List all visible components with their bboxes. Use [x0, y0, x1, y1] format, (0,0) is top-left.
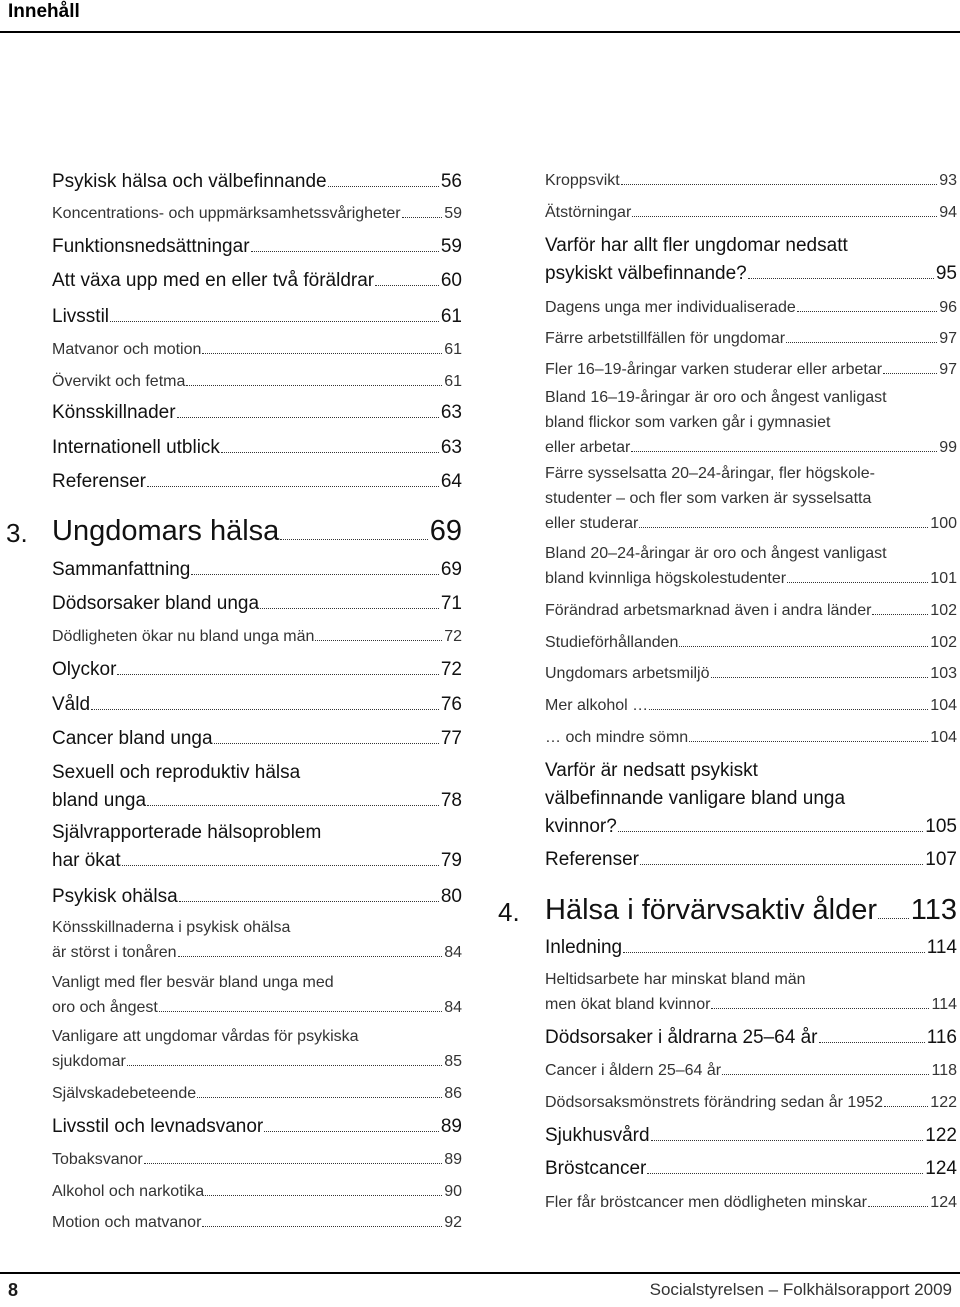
toc-entry-title: Sammanfattning: [52, 559, 191, 580]
chapter-number: 4.: [498, 897, 520, 927]
toc-entry-title: Motion och matvanor: [52, 1214, 202, 1231]
dot-leader: [797, 310, 937, 312]
toc-page-number: 79: [440, 850, 462, 871]
toc-page-number: 72: [440, 659, 462, 680]
toc-page-number: 61: [444, 341, 462, 358]
dot-leader: [191, 573, 439, 575]
dot-leader: [260, 607, 439, 609]
toc-page-number: 122: [930, 1094, 957, 1111]
toc-entry-title: Matvanor och motion: [52, 341, 202, 358]
toc-page-number: 89: [440, 1116, 462, 1137]
toc-entry-title: Alkohol och narkotika: [52, 1183, 205, 1200]
toc-entry-title-line: Självrapporterade hälsoproblem: [52, 822, 322, 843]
toc-entry[interactable]: [545, 541, 957, 591]
toc-entry[interactable]: [545, 1090, 957, 1115]
toc-entry-title: Dödsorsaksmönstrets förändring sedan år 1952: [545, 1094, 883, 1111]
dot-leader: [221, 451, 439, 453]
dot-leader: [651, 1139, 924, 1141]
toc-entry-title: Fler får bröstcancer men dödligheten minskar: [545, 1194, 867, 1211]
toc-page-number: 105: [925, 816, 957, 837]
toc-entry[interactable]: [52, 369, 462, 394]
toc-page-number: 118: [931, 1062, 957, 1079]
dot-leader: [91, 708, 439, 710]
toc-entry-title: Bröstcancer: [545, 1158, 647, 1179]
toc-entry[interactable]: [52, 267, 462, 295]
toc-page-number: 63: [440, 437, 462, 458]
toc-entry-title-line: välbefinnande vanligare bland unga: [545, 788, 846, 809]
toc-page-number: 85: [444, 1053, 462, 1070]
toc-entry-title-line: Bland 16–19-åringar är oro och ångest vanligast: [545, 389, 887, 406]
toc-entry-title: Könsskillnader: [52, 402, 176, 423]
toc-entry[interactable]: [545, 1155, 957, 1183]
toc-page-number: 116: [926, 1027, 957, 1048]
toc-entry-title: Referenser: [545, 849, 639, 870]
toc-entry[interactable]: [545, 1058, 957, 1083]
toc-entry[interactable]: [52, 337, 462, 362]
dot-leader: [144, 1162, 442, 1164]
dot-leader: [621, 183, 938, 185]
dot-leader: [179, 900, 439, 902]
page-footer: [0, 1272, 960, 1307]
dot-leader: [884, 1105, 928, 1107]
toc-page-number: 61: [440, 306, 462, 327]
toc-page-number: 99: [939, 439, 957, 456]
header-rule: [0, 31, 960, 33]
dot-leader: [640, 863, 923, 865]
toc-entry-title: Dödsorsaker i åldrarna 25–64 år: [545, 1027, 818, 1048]
toc-entry-title-line: bland flickor som varken går i gymnasiet: [545, 414, 831, 431]
toc-entry-title: Koncentrations- och uppmärksamhetssvårigheter: [52, 205, 401, 222]
toc-page-number: 77: [440, 728, 462, 749]
toc-entry-title: Inledning: [545, 937, 623, 958]
toc-page-number: 100: [930, 515, 957, 532]
toc-entry[interactable]: [545, 232, 957, 288]
toc-entry-title: Våld: [52, 694, 91, 715]
dot-leader: [872, 613, 928, 615]
dot-leader: [375, 284, 439, 286]
page-header: [0, 0, 960, 30]
toc-entry-title-line: Färre sysselsatta 20–24-åringar, fler högskole-: [545, 465, 875, 482]
toc-entry[interactable]: [545, 661, 957, 686]
toc-page-number: 103: [930, 665, 957, 682]
toc-entry-title-line: Bland 20–24-åringar är oro och ångest vanligast: [545, 545, 887, 562]
dot-leader: [186, 384, 442, 386]
toc-entry-title: Funktionsnedsättningar: [52, 236, 250, 257]
toc-page-number: 69: [429, 515, 462, 547]
toc-entry[interactable]: [52, 656, 462, 684]
dot-leader: [623, 951, 925, 953]
dot-leader: [178, 955, 443, 957]
toc-page-number: 78: [440, 790, 462, 811]
toc-page-number: 113: [910, 894, 957, 926]
toc-entry-title: Dödsorsaker bland unga: [52, 593, 260, 614]
toc-entry-title-line: Varför har allt fler ungdomar nedsatt: [545, 235, 848, 256]
toc-entry[interactable]: [52, 168, 462, 196]
dot-leader: [632, 215, 937, 217]
toc-entry-title: Dagens unga mer individualiserade: [545, 299, 796, 316]
toc-entry[interactable]: [52, 233, 462, 261]
toc-entry[interactable]: [52, 468, 462, 496]
toc-entry-title: Tobaksvanor: [52, 1151, 143, 1168]
toc-entry-title-line: Könsskillnaderna i psykisk ohälsa: [52, 919, 291, 936]
toc-entry[interactable]: [52, 1113, 462, 1141]
toc-entry[interactable]: [52, 691, 462, 719]
toc-entry[interactable]: [545, 693, 957, 718]
dot-leader: [328, 185, 439, 187]
toc-entry[interactable]: [545, 630, 957, 655]
toc-entry[interactable]: [545, 757, 957, 841]
toc-entry[interactable]: [52, 725, 462, 753]
toc-entry-title: Ätstörningar: [545, 204, 632, 221]
toc-entry-title: Fler 16–19-åringar varken studerar eller arbetar: [545, 361, 883, 378]
toc-entry[interactable]: [545, 1024, 957, 1052]
toc-page-number: 80: [440, 886, 462, 907]
dot-leader: [280, 538, 427, 540]
dot-leader: [679, 645, 928, 647]
toc-entry[interactable]: [545, 934, 957, 962]
toc-entry[interactable]: [545, 1122, 957, 1150]
toc-entry[interactable]: [545, 295, 957, 320]
toc-entry[interactable]: [545, 357, 957, 382]
toc-entry-title: Psykisk hälsa och välbefinnande: [52, 171, 327, 192]
dot-leader: [711, 1007, 929, 1009]
toc-page-number: 72: [444, 628, 462, 645]
toc-entry-title: har ökat: [52, 850, 121, 871]
dot-leader: [159, 1010, 442, 1012]
toc-entry-title: … och mindre sömn: [545, 729, 689, 746]
toc-page-number: 104: [930, 697, 957, 714]
toc-entry[interactable]: [52, 1179, 462, 1204]
toc-entry[interactable]: [52, 624, 462, 649]
dot-leader: [631, 450, 937, 452]
toc-page-number: 124: [925, 1158, 957, 1179]
toc-entry-title: Livsstil: [52, 306, 110, 327]
toc-page-number: 56: [440, 171, 462, 192]
toc-entry[interactable]: [545, 168, 957, 193]
toc-entry-title: är störst i tonåren: [52, 944, 177, 961]
toc-entry[interactable]: [52, 303, 462, 331]
dot-leader: [883, 372, 937, 374]
toc-page-number: 97: [939, 330, 957, 347]
toc-entry[interactable]: [545, 461, 957, 536]
toc-entry[interactable]: [52, 590, 462, 618]
toc-entry[interactable]: [52, 759, 462, 815]
dot-leader: [786, 341, 937, 343]
toc-page-number: 69: [440, 559, 462, 580]
toc-page-number: 96: [939, 299, 957, 316]
toc-entry-title: Cancer bland unga: [52, 728, 213, 749]
toc-entry-title: sjukdomar: [52, 1053, 126, 1070]
dot-leader: [205, 1194, 442, 1196]
dot-leader: [748, 277, 934, 279]
toc-page-number: 114: [926, 937, 957, 958]
toc-entry[interactable]: [52, 514, 462, 548]
toc-entry[interactable]: [52, 1147, 462, 1172]
toc-page-number: 97: [939, 361, 957, 378]
toc-page-number: 104: [930, 729, 957, 746]
toc-entry-title: bland unga: [52, 790, 147, 811]
toc-page-number: 102: [930, 634, 957, 651]
toc-page-number: 93: [939, 172, 957, 189]
toc-entry[interactable]: [52, 883, 462, 911]
toc-entry-title: Kroppsvikt: [545, 172, 620, 189]
toc-entry[interactable]: [52, 1081, 462, 1106]
dot-leader: [689, 740, 928, 742]
toc-entry-title-line: Heltidsarbete har minskat bland män: [545, 971, 806, 988]
toc-entry-title: Internationell utblick: [52, 437, 220, 458]
toc-page-number: 64: [440, 471, 462, 492]
toc-page-number: 71: [440, 593, 462, 614]
toc-entry-title: Hälsa i förvärvsaktiv ålder: [545, 894, 877, 926]
dot-leader: [264, 1130, 439, 1132]
toc-entry[interactable]: [52, 1024, 462, 1074]
toc-page-number: 102: [930, 602, 957, 619]
dot-leader: [110, 320, 439, 322]
toc-entry-title: Referenser: [52, 471, 146, 492]
toc-entry[interactable]: [545, 200, 957, 225]
toc-entry[interactable]: [52, 1210, 462, 1235]
toc-page-number: 90: [444, 1183, 462, 1200]
toc-page-number: 94: [939, 204, 957, 221]
dot-leader: [711, 676, 929, 678]
dot-leader: [722, 1073, 929, 1075]
footer-page-number: 8: [8, 1280, 19, 1300]
toc-entry[interactable]: [545, 1190, 957, 1215]
dot-leader: [117, 673, 438, 675]
toc-entry[interactable]: [52, 556, 462, 584]
toc-entry-title: bland kvinnliga högskolestudenter: [545, 570, 787, 587]
dot-leader: [202, 1225, 442, 1227]
toc-entry[interactable]: [52, 819, 462, 875]
dot-leader: [197, 1096, 442, 1098]
toc-entry-title: Livsstil och levnadsvanor: [52, 1116, 264, 1137]
dot-leader: [402, 216, 443, 218]
toc-page-number: 60: [440, 270, 462, 291]
toc-entry-title: eller arbetar: [545, 439, 631, 456]
toc-entry[interactable]: [545, 326, 957, 351]
toc-entry-title: Självskadebeteende: [52, 1085, 197, 1102]
toc-page-number: 86: [444, 1085, 462, 1102]
dot-leader: [202, 352, 442, 354]
toc-entry-title: Förändrad arbetsmarknad även i andra länder: [545, 602, 872, 619]
dot-leader: [147, 485, 439, 487]
dot-leader: [647, 1172, 923, 1174]
toc-page-number: 107: [925, 849, 957, 870]
toc-entry-title: Psykisk ohälsa: [52, 886, 178, 907]
toc-page-number: 114: [931, 996, 957, 1013]
dot-leader: [868, 1205, 928, 1207]
toc-entry-title-line: Sexuell och reproduktiv hälsa: [52, 762, 301, 783]
dot-leader: [251, 250, 439, 252]
dot-leader: [649, 708, 928, 710]
toc-entry[interactable]: [52, 970, 462, 1020]
toc-page-number: 63: [440, 402, 462, 423]
toc-entry[interactable]: [545, 893, 957, 927]
toc-entry-title: Sjukhusvård: [545, 1125, 650, 1146]
toc-entry-title: Mer alkohol …: [545, 697, 649, 714]
footer-publication: Socialstyrelsen – Folkhälsorapport 2009: [649, 1280, 952, 1299]
toc-entry-title-line: Vanligare att ungdomar vårdas för psykiska: [52, 1028, 359, 1045]
toc-entry[interactable]: [545, 385, 957, 460]
toc-entry[interactable]: [52, 915, 462, 965]
toc-entry-title: Ungdomars hälsa: [52, 515, 280, 547]
toc-entry-title: Cancer i åldern 25–64 år: [545, 1062, 722, 1079]
toc-entry[interactable]: [545, 846, 957, 874]
dot-leader: [214, 742, 439, 744]
toc-page-number: 61: [444, 373, 462, 390]
toc-entry-title: eller studerar: [545, 515, 639, 532]
toc-entry-title-line: studenter – och fler som varken är sysselsatta: [545, 490, 872, 507]
dot-leader: [315, 639, 442, 641]
dot-leader: [819, 1041, 925, 1043]
dot-leader: [618, 830, 923, 832]
dot-leader: [639, 526, 928, 528]
dot-leader: [127, 1064, 442, 1066]
toc-entry[interactable]: [545, 967, 957, 1017]
toc-entry-title: Ungdomars arbetsmiljö: [545, 665, 710, 682]
toc-entry-title-line: Vanligt med fler besvär bland unga med: [52, 974, 334, 991]
toc-entry[interactable]: [52, 434, 462, 462]
toc-page-number: 76: [440, 694, 462, 715]
toc-entry-title-line: Varför är nedsatt psykiskt: [545, 760, 758, 781]
toc-page-number: 95: [935, 263, 957, 284]
toc-page-number: 59: [440, 236, 462, 257]
toc-entry-title: Dödligheten ökar nu bland unga män: [52, 628, 315, 645]
dot-leader: [122, 864, 439, 866]
toc-page-number: 124: [930, 1194, 957, 1211]
toc-entry-title: Studieförhållanden: [545, 634, 679, 651]
dot-leader: [147, 804, 439, 806]
toc-entry-title: Att växa upp med en eller två föräldrar: [52, 270, 375, 291]
page-title: Innehåll: [8, 1, 80, 22]
toc-page-number: 84: [444, 944, 462, 961]
toc-entry-title: men ökat bland kvinnor: [545, 996, 711, 1013]
toc-entry-title: oro och ångest: [52, 999, 158, 1016]
toc-entry[interactable]: [545, 725, 957, 750]
toc-page-number: 59: [444, 205, 462, 222]
dot-leader: [878, 917, 909, 919]
toc-entry-title: Färre arbetstillfällen för ungdomar: [545, 330, 786, 347]
dot-leader: [787, 581, 928, 583]
toc-entry[interactable]: [52, 201, 462, 226]
toc-entry[interactable]: [52, 399, 462, 427]
toc-page-number: 92: [444, 1214, 462, 1231]
toc-page-number: 89: [444, 1151, 462, 1168]
toc-entry-title: kvinnor?: [545, 816, 617, 837]
toc-entry-title: Olyckor: [52, 659, 117, 680]
toc-page-number: 84: [444, 999, 462, 1016]
toc-entry[interactable]: [545, 598, 957, 623]
toc-page-number: 122: [925, 1125, 957, 1146]
chapter-number: 3.: [6, 518, 28, 548]
footer-rule: [0, 1272, 960, 1274]
toc-page-number: 101: [930, 570, 957, 587]
toc-entry-title: Övervikt och fetma: [52, 373, 186, 390]
toc-entry-title: psykiskt välbefinnande?: [545, 263, 747, 284]
dot-leader: [177, 416, 439, 418]
